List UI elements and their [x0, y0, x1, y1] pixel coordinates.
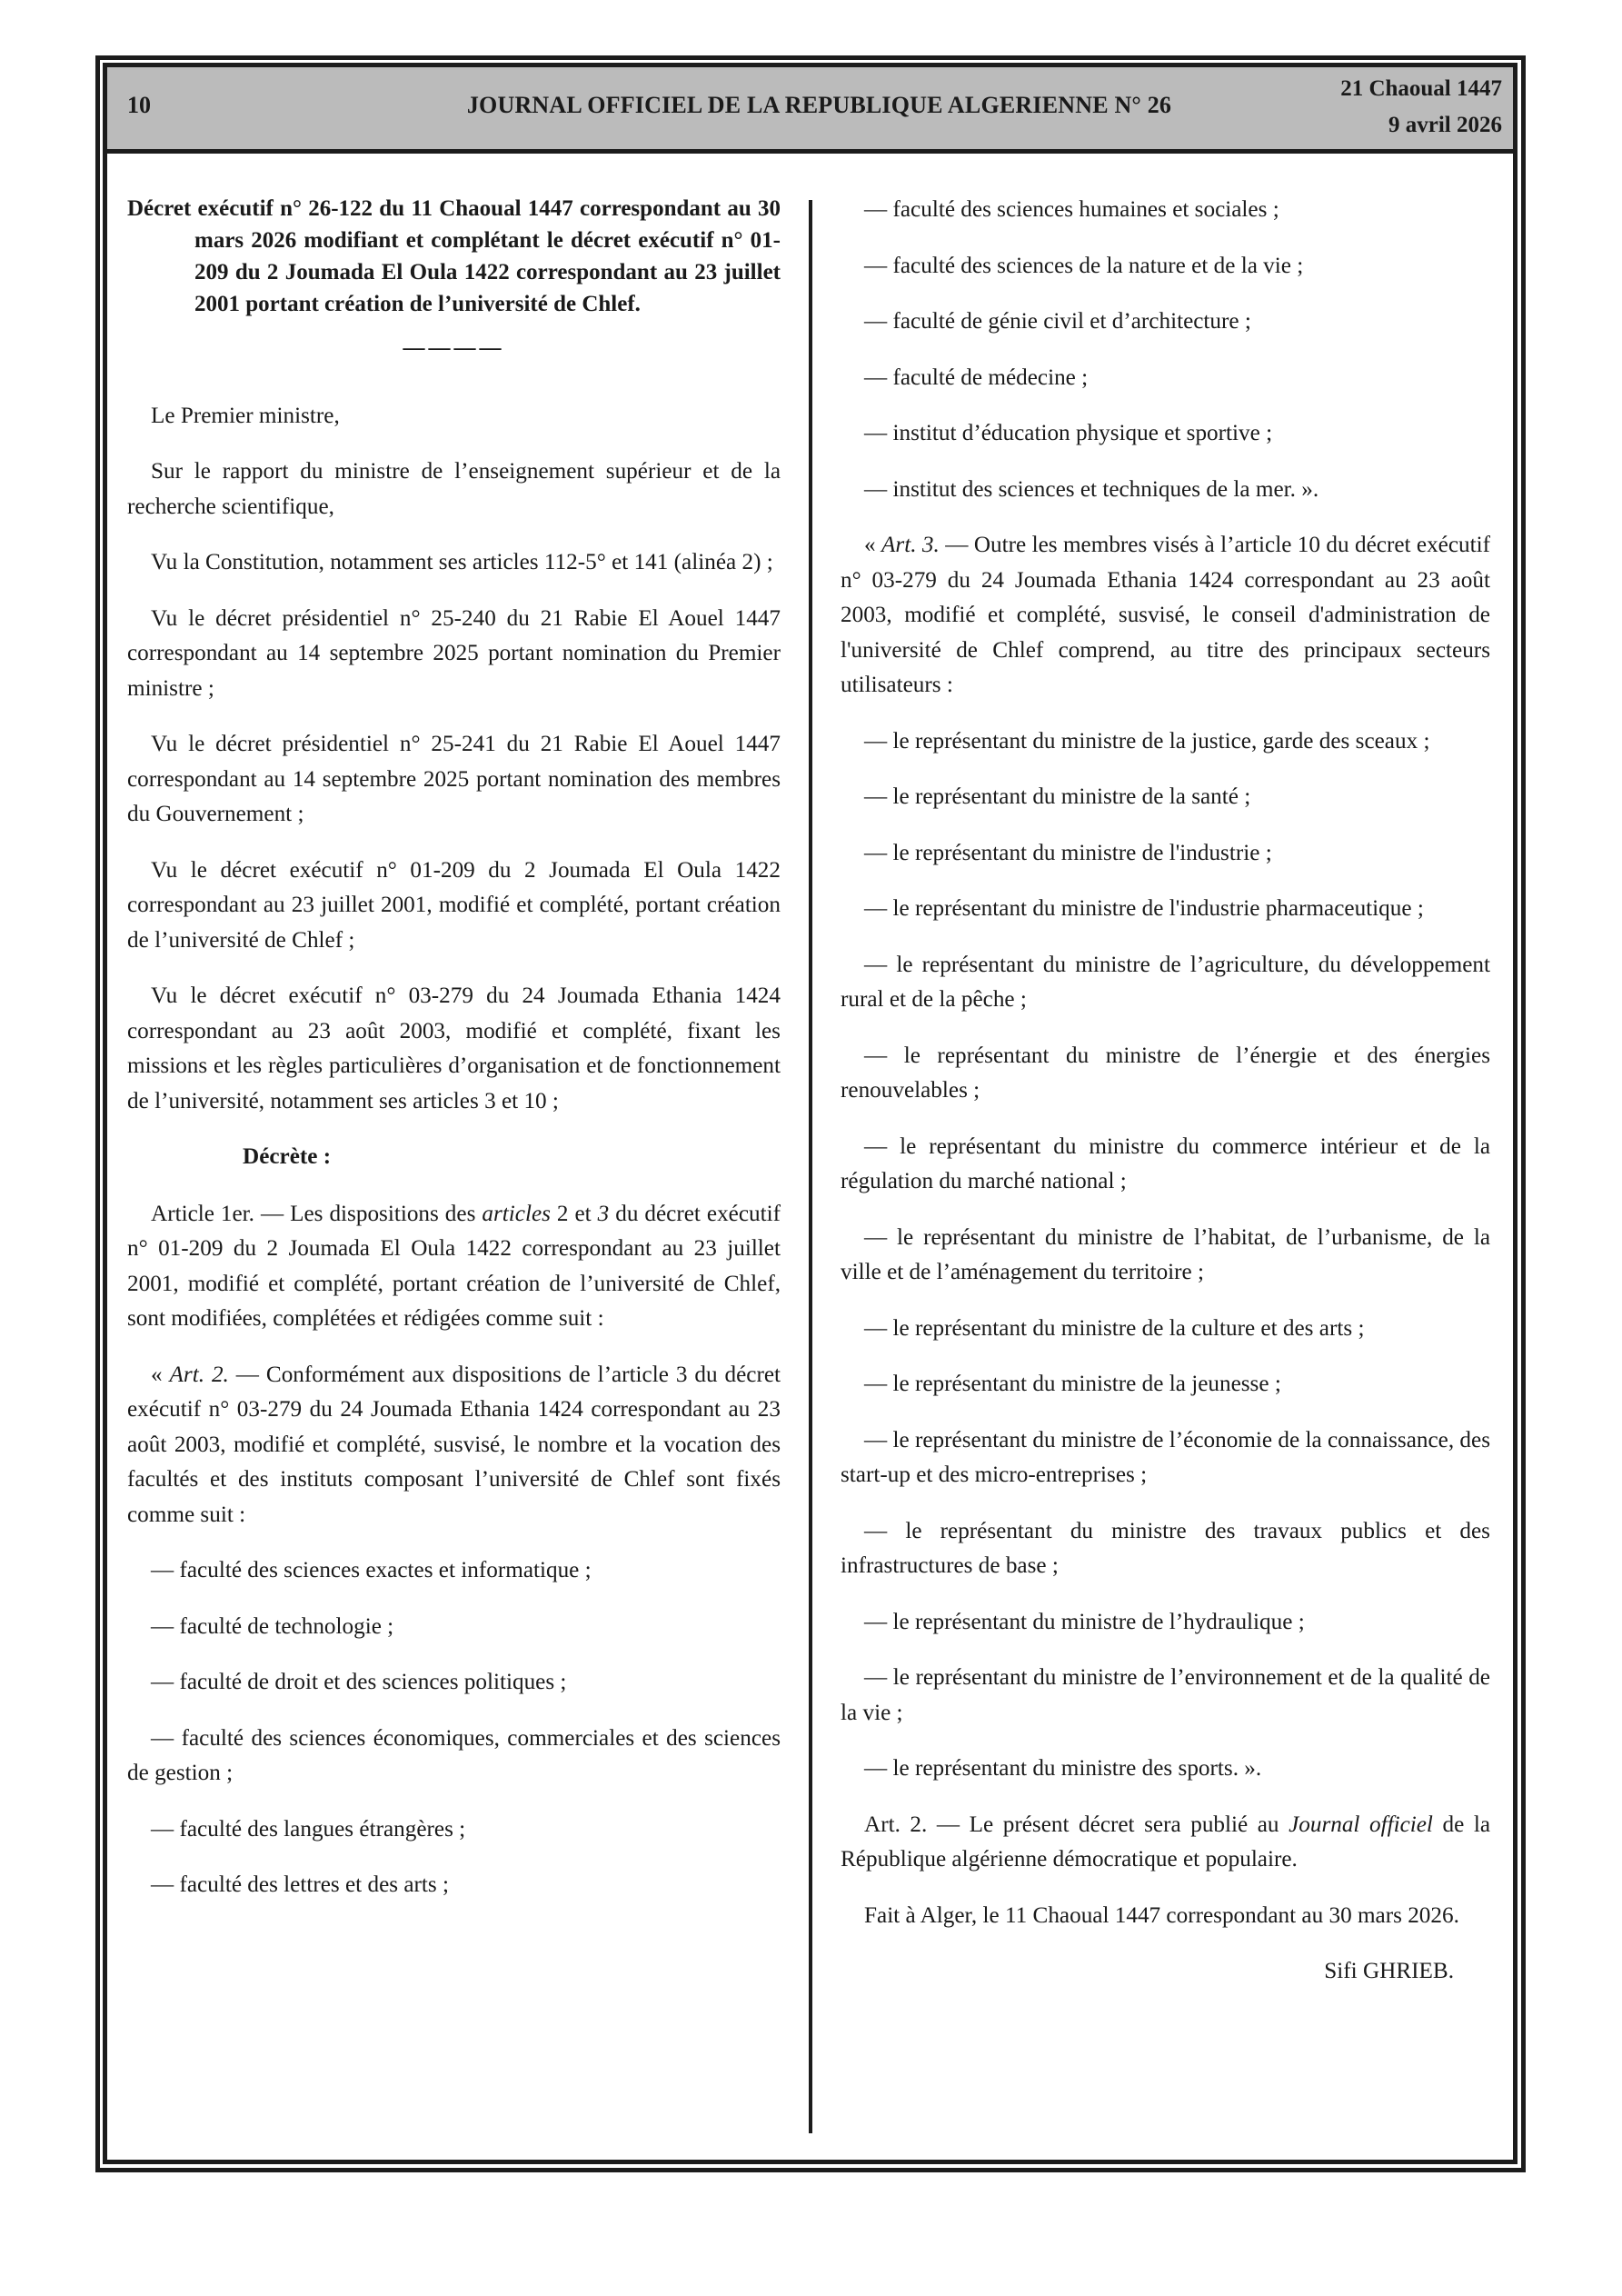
representative-item: — le représentant du ministre de l'industrie ; [864, 840, 1272, 865]
faculty-item: — faculté des sciences économiques, commerciales et des sciences de gestion ; [127, 1725, 781, 1785]
article-1-rest: du décret exécutif n° 01-209 du 2 Joumada El Oula 1422 correspondant au 23 juillet 2001, modifié et complété, portant création de l’université de Chlef, sont modifiées, complétées et rédigées comme suit : [127, 1201, 781, 1331]
representative-item: — le représentant du ministre de l’énergie et des énergies renouvelables ; [841, 1043, 1490, 1103]
representative-item: — le représentant du ministre de l’hydraulique ; [864, 1609, 1305, 1634]
article-1 [127, 1197, 781, 1337]
quoted-article-3 [841, 528, 1490, 704]
preamble-decret-25-241: Vu le décret présidentiel n° 25-241 du 21 Rabie El Aouel 1447 correspondant au 14 septembre 2025 portant nomination des membres du Gouvernement ; [127, 732, 781, 826]
representative-item: — le représentant du ministre de l’économie de la connaissance, des start-up et des micro-entreprises ; [841, 1427, 1490, 1487]
journal-title: JOURNAL OFFICIEL DE LA REPUBLIQUE ALGERIENNE N° 26 [466, 92, 1172, 118]
done-at-line: Fait à Alger, le 11 Chaoual 1447 correspondant au 30 mars 2026. [864, 1902, 1459, 1928]
institute-item: — institut des sciences et techniques de la mer. ». [864, 476, 1319, 502]
decrete-heading: Décrète : [243, 1144, 332, 1169]
column-divider [809, 200, 812, 2133]
article-2-rest: de la République algérienne démocratique et populaire. [841, 1812, 1491, 1872]
representative-item: — le représentant du ministre de l’environnement et de la qualité de la vie ; [841, 1665, 1490, 1725]
issue-dates [1340, 71, 1502, 144]
title-separator: ———— [403, 336, 505, 360]
article-1-italic-3: 3 [597, 1201, 610, 1226]
quoted-art-2-label: Art. 2. [169, 1362, 229, 1387]
preamble-rapport: Sur le rapport du ministre de l’enseignement supérieur et de la recherche scientifique, [127, 459, 781, 519]
representative-item: — le représentant du ministre des sports. ». [864, 1756, 1262, 1781]
representative-item: — le représentant du ministre de la culture et des arts ; [864, 1315, 1365, 1341]
representative-item: — le représentant du ministre de l’habitat, de l’urbanisme, de la ville et de l’aménagement du territoire ; [841, 1224, 1490, 1284]
quoted-article-2 [127, 1358, 781, 1533]
representative-item: — le représentant du ministre de la justice, garde des sceaux ; [864, 728, 1430, 754]
quoted-art-3-label: Art. 3. [881, 533, 940, 557]
article-1-mid: 2 et [550, 1201, 598, 1226]
representative-item: — le représentant du ministre de la santé ; [864, 784, 1251, 809]
quoted-art-2-text: — Conformément aux dispositions de l’article 3 du décret exécutif n° 03-279 du 24 Joumada Ethania 1424 correspondant au 23 août 2003, modifié et complété, susvisé, le nombre et la vocation des facultés et des instituts composant l’université de Chlef sont fixés comme suit : [127, 1362, 781, 1527]
right-column [841, 193, 1490, 1990]
institute-item: — institut d’éducation physique et sportive ; [864, 421, 1273, 445]
faculty-item: — faculté de technologie ; [151, 1613, 394, 1639]
preamble-decret-01-209: Vu le décret exécutif n° 01-209 du 2 Joumada El Oula 1422 correspondant au 23 juillet 2001, modifié et complété, portant création de l’université de Chlef ; [127, 857, 781, 953]
quote-open: « [151, 1362, 170, 1387]
faculty-item: — faculté de droit et des sciences politiques ; [151, 1670, 567, 1694]
faculty-item: — faculté de médecine ; [864, 364, 1089, 390]
preamble-constitution: Vu la Constitution, notamment ses articles 112-5° et 141 (alinéa 2) ; [151, 550, 773, 574]
journal-officiel-italic: Journal officiel [1289, 1812, 1433, 1837]
representative-item: — le représentant du ministre de la jeunesse ; [864, 1372, 1281, 1396]
journal-header [107, 67, 1513, 154]
preamble-decret-03-279: Vu le décret exécutif n° 03-279 du 24 Joumada Ethania 1424 correspondant au 23 août 2003, modifié et complété, fixant les missions et les règles particulières d’organisation et de fonctionnement de l’université, notamment ses articles 3 et 10 ; [127, 983, 781, 1113]
faculty-item: — faculté des sciences de la nature et de la vie ; [864, 253, 1304, 278]
representative-item: — le représentant du ministre de l'industrie pharmaceutique ; [864, 896, 1424, 921]
faculty-item: — faculté des lettres et des arts ; [151, 1872, 450, 1897]
representative-item: — le représentant du ministre du commerce intérieur et de la régulation du marché national ; [841, 1133, 1490, 1193]
page-number: 10 [127, 92, 151, 118]
preamble-premier-ministre: Le Premier ministre, [151, 403, 340, 428]
quote-open: « [864, 533, 882, 557]
quoted-art-3-text: — Outre les membres visés à l’article 10 du décret exécutif n° 03-279 du 24 Joumada Ethania 1424 correspondant au 23 août 2003, modifié et complété, susvisé, le conseil d'administration de l'université de Chlef comprend, au titre des principaux secteurs utilisateurs : [841, 533, 1491, 697]
article-2-publication [841, 1808, 1490, 1878]
decree-title: Décret exécutif n° 26-122 du 11 Chaoual 1447 correspondant au 30 mars 2026 modifiant et complétant le décret exécutif n° 01-209 du 2 Joumada El Oula 1422 correspondant au 23 juillet 2001 portant création de l’université de Chlef. [127, 196, 781, 316]
article-1-lead: Article 1er. — Les dispositions des [151, 1201, 483, 1226]
article-1-italic-articles: articles [482, 1201, 551, 1226]
faculty-item: — faculté de génie civil et d’architecture ; [864, 309, 1251, 334]
faculty-item: — faculté des sciences humaines et sociales ; [864, 197, 1279, 222]
preamble-decret-25-240: Vu le décret présidentiel n° 25-240 du 21 Rabie El Aouel 1447 correspondant au 14 septembre 2025 portant nomination du Premier ministre ; [127, 605, 781, 701]
faculty-item: — faculté des sciences exactes et informatique ; [151, 1558, 592, 1582]
gregorian-date: 9 avril 2026 [1388, 113, 1502, 137]
hijri-date: 21 Chaoual 1447 [1340, 76, 1502, 101]
representative-item: — le représentant du ministre de l’agriculture, du développement rural et de la pêche ; [841, 952, 1490, 1012]
faculty-item: — faculté des langues étrangères ; [151, 1816, 466, 1842]
article-2-lead: Art. 2. — Le présent décret sera publié au [864, 1812, 1289, 1837]
representative-item: — le représentant du ministre des travaux publics et des infrastructures de base ; [841, 1518, 1490, 1578]
signatory: Sifi GHRIEB. [1324, 1959, 1454, 1983]
left-column [127, 193, 781, 1924]
